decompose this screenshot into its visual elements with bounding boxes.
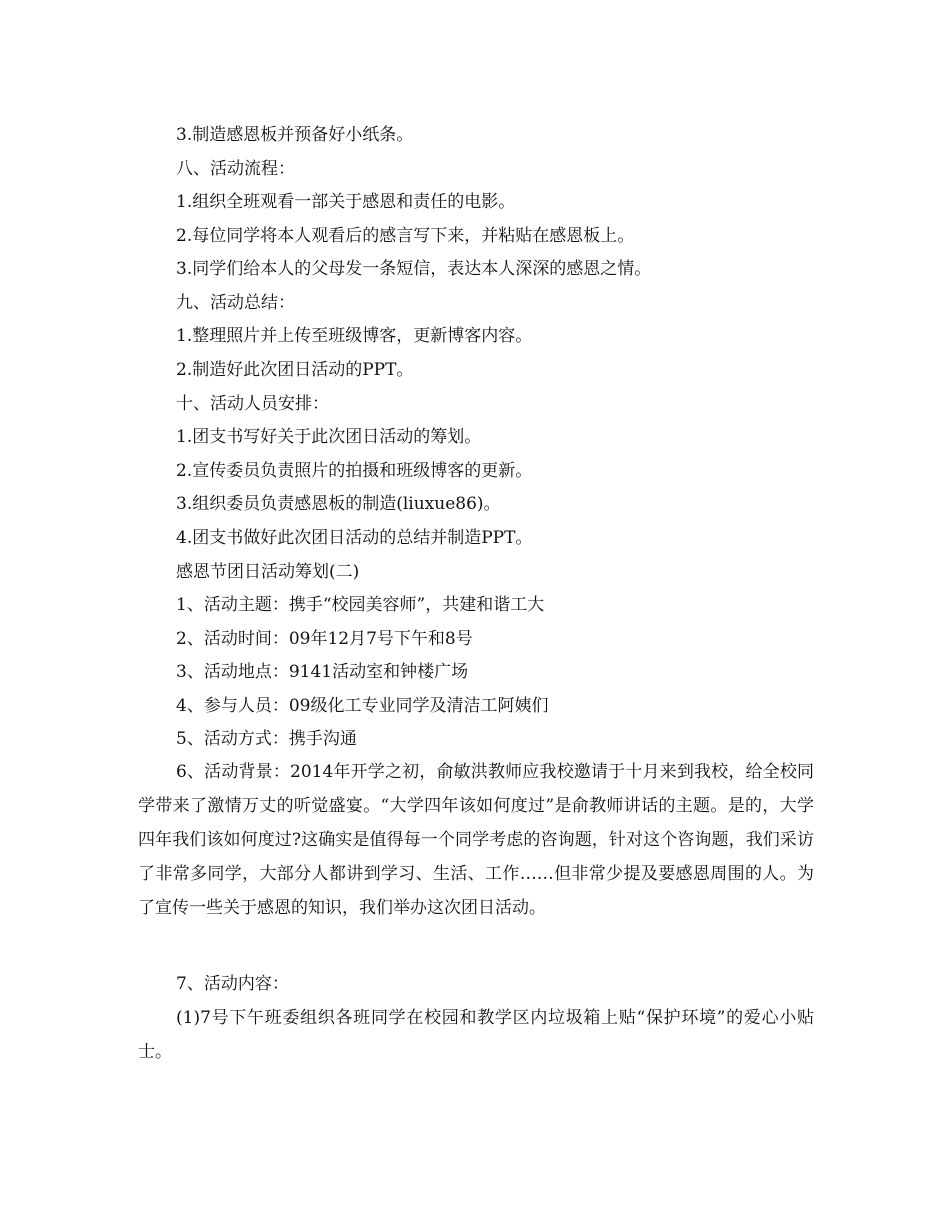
text-line: 1.团支书写好关于此次团日活动的筹划。 xyxy=(176,427,482,447)
text-line: 3、活动地点：9141活动室和钟楼广场 xyxy=(176,662,469,682)
text-line: 3.组织委员负责感恩板的制造(liuxue86)。 xyxy=(176,494,501,514)
text-line: 3.同学们给本人的父母发一条短信，表达本人深深的感恩之情。 xyxy=(176,259,652,279)
text-line: 4.团支书做好此次团日活动的总结并制造PPT。 xyxy=(176,528,533,548)
text-line: 1.整理照片并上传至班级博客，更新博客内容。 xyxy=(176,326,533,346)
content-heading: 7、活动内容： xyxy=(176,974,289,994)
content-paragraph-text: (1)7号下午班委组织各班同学在校园和教学区内垃圾箱上贴“保护环境”的爱心小贴士。 xyxy=(138,1008,814,1062)
text-line: 3.制造感恩板并预备好小纸条。 xyxy=(176,125,414,145)
text-line: 2.宣传委员负责照片的拍摄和班级博客的更新。 xyxy=(176,461,533,481)
text-line: 1、活动主题：携手“校园美容师”，共建和谐工大 xyxy=(176,595,545,615)
background-paragraph-text: 6、活动背景：2014年开学之初，俞敏洪教师应我校邀请于十月来到我校，给全校同学带来了激情万丈的听觉盛宴。“大学四年该如何度过”是俞教师讲话的主题。是的，大学四年我们该如何度过?这确实是值得每一个同学考虑的咨询题，针对这个咨询题，我们采访了非常多同学，大部分人都讲到学习、生活、工作……但非常少提及要感恩周围的人。为了宣传一些关于感恩的知识，我们举办这次团日活动。 xyxy=(138,762,814,918)
background-paragraph xyxy=(138,755,814,925)
text-line: 4、参与人员：09级化工专业同学及清洁工阿姨们 xyxy=(176,696,549,716)
text-line: 1.组织全班观看一部关于感恩和责任的电影。 xyxy=(176,192,516,212)
text-line: 2.制造好此次团日活动的PPT。 xyxy=(176,360,414,380)
section-heading: 八、活动流程： xyxy=(176,159,295,179)
section-heading: 十、活动人员安排： xyxy=(176,394,329,414)
content-paragraph xyxy=(138,1001,814,1069)
text-line: 2.每位同学将本人观看后的感言写下来，并粘贴在感恩板上。 xyxy=(176,226,635,246)
document-subtitle: 感恩节团日活动筹划(二) xyxy=(176,562,360,582)
text-line: 2、活动时间：09年12月7号下午和8号 xyxy=(176,629,473,649)
text-line: 5、活动方式：携手沟通 xyxy=(176,729,357,749)
section-heading: 九、活动总结： xyxy=(176,293,295,313)
